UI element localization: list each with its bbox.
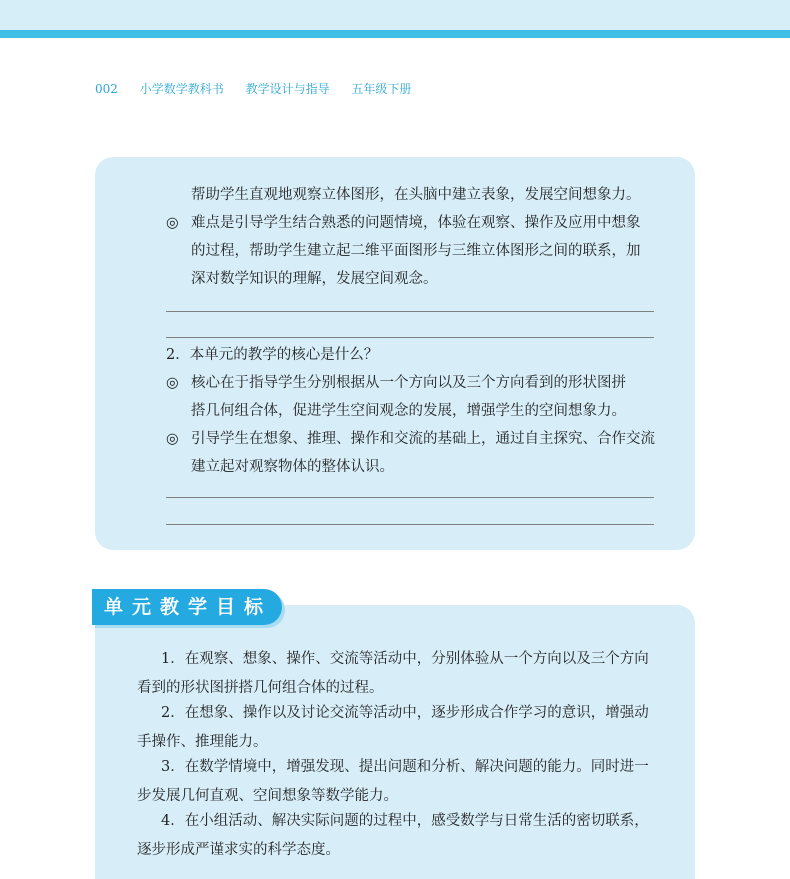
writing-line — [166, 311, 654, 312]
section-banner — [92, 589, 282, 625]
bullet-icon: ◎ — [166, 431, 179, 447]
page-number: 002 — [95, 82, 118, 96]
difficulty-line: 的过程，帮助学生建立起二维平面图形与三维立体图形之间的联系，加 — [191, 243, 641, 259]
goal-line: 逐步形成严谨求实的科学态度。 — [137, 842, 340, 858]
answer-line: 引导学生在想象、推理、操作和交流的基础上，通过自主探究、合作交流 — [191, 431, 655, 447]
writing-line — [166, 524, 654, 525]
difficulty-line: 难点是引导学生结合熟悉的问题情境，体验在观察、操作及应用中想象 — [191, 215, 641, 231]
goal-line: 3．在数学情境中，增强发现、提出问题和分析、解决问题的能力。同时进一 — [161, 759, 649, 775]
continued-line: 帮助学生直观地观察立体图形，在头脑中建立表象，发展空间想象力。 — [191, 187, 641, 203]
top-bar-pale — [0, 0, 790, 30]
book-title: 小学数学教科书 — [139, 82, 224, 96]
goal-line: 2．在想象、操作以及讨论交流等活动中，逐步形成合作学习的意识，增强动 — [161, 705, 649, 721]
difficulty-line: 深对数学知识的理解，发展空间观念。 — [191, 271, 438, 287]
goal-line: 4．在小组活动、解决实际问题的过程中，感受数学与日常生活的密切联系， — [161, 813, 649, 829]
series-title: 教学设计与指导 — [245, 82, 330, 96]
grade-label: 五年级下册 — [351, 82, 412, 96]
section-title: 单元教学目标 — [104, 596, 273, 618]
top-bar-accent — [0, 30, 790, 38]
page-header — [95, 80, 429, 97]
goal-line: 1．在观察、想象、操作、交流等活动中，分别体验从一个方向以及三个方向 — [161, 651, 649, 667]
writing-line — [166, 337, 654, 338]
goal-line: 步发展几何直观、空间想象等数学能力。 — [137, 788, 398, 804]
answer-line: 搭几何组合体，促进学生空间观念的发展，增强学生的空间想象力。 — [191, 403, 626, 419]
bullet-icon: ◎ — [166, 215, 179, 231]
answer-line: 建立起对观察物体的整体认识。 — [191, 459, 394, 475]
writing-line — [166, 497, 654, 498]
bullet-icon: ◎ — [166, 375, 179, 391]
question-heading: 2．本单元的教学的核心是什么？ — [166, 347, 379, 363]
goal-line: 看到的形状图拼搭几何组合体的过程。 — [137, 680, 384, 696]
goal-line: 手操作、推理能力。 — [137, 734, 268, 750]
answer-line: 核心在于指导学生分别根据从一个方向以及三个方向看到的形状图拼 — [191, 375, 626, 391]
